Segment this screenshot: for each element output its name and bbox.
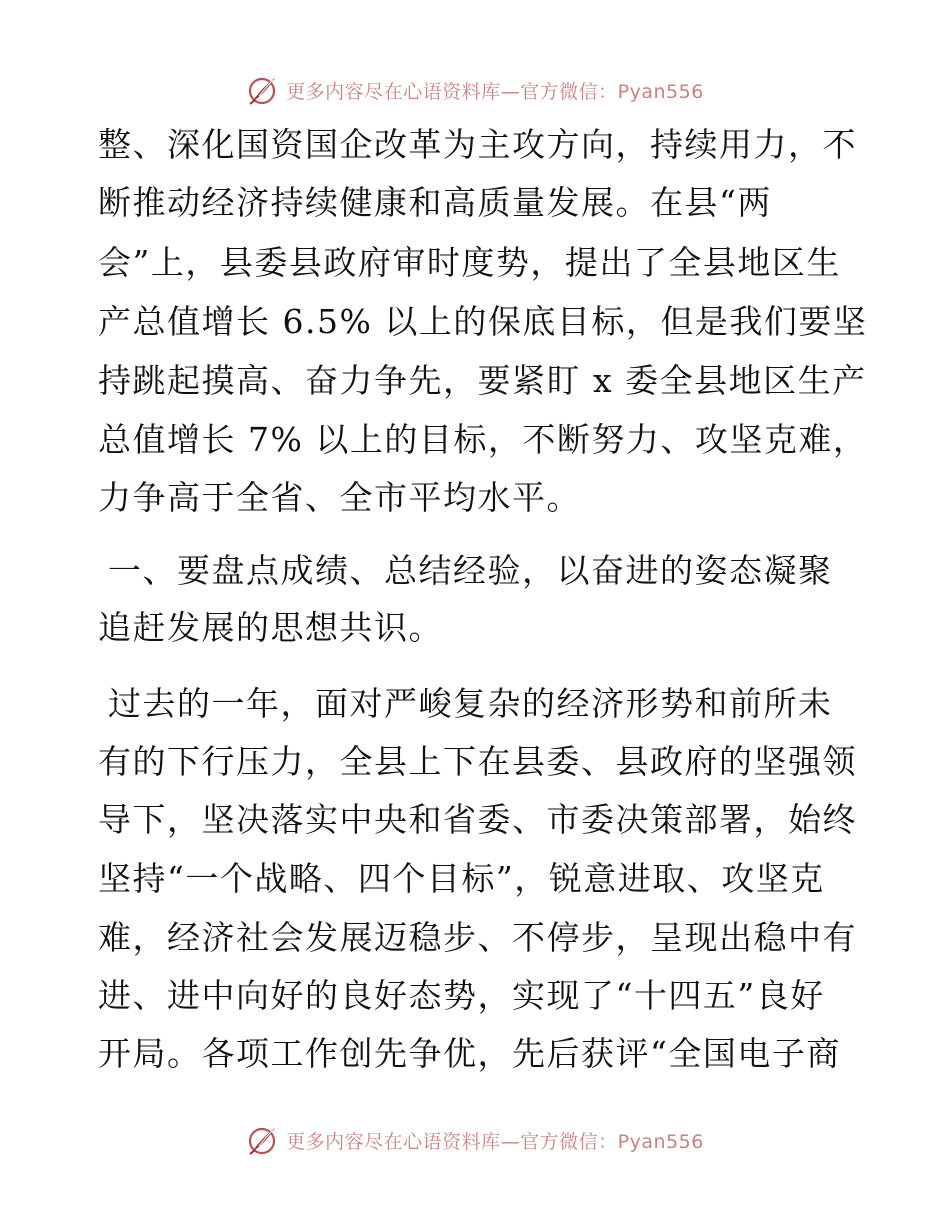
paragraph-line: 断推动经济持续健康和高质量发展。在县“两 <box>98 183 772 222</box>
paragraph-line: 有的下行压力，全县上下在县委、县政府的坚强领 <box>98 742 857 781</box>
paragraph-line: 难，经济社会发展迈稳步、不停步，呈现出稳中有 <box>98 918 857 957</box>
paragraph-line: 持跳起摸高、奋力争先，要紧盯 x 委全县地区生产 <box>98 361 867 400</box>
paragraph-line: 会”上，县委县政府审时度势，提出了全县地区生 <box>98 243 841 282</box>
paragraph-line: 整、深化国资国企改革为主攻方向，持续用力，不 <box>98 125 857 164</box>
paragraph-line: 过去的一年，面对严峻复杂的经济形势和前所未 <box>108 684 833 723</box>
paragraph-line: 进、进中向好的良好态势，实现了“十四五”良好 <box>98 976 825 1015</box>
section-heading-line: 追赶发展的思想共识。 <box>98 608 443 647</box>
paragraph-line: 导下，坚决落实中央和省委、市委决策部署，始终 <box>98 800 857 839</box>
paragraph-line: 力争高于全省、全市平均水平。 <box>98 478 581 517</box>
feather-quill-logo <box>246 1124 278 1156</box>
banner-text: 更多内容尽在心语资料库—官方微信：Pyan556 <box>286 1130 704 1153</box>
paragraph-line: 坚持“一个战略、四个目标”，锐意进取、攻坚克 <box>98 859 825 898</box>
paragraph-line: 产总值增长 6.5% 以上的保底目标，但是我们要坚 <box>98 302 868 341</box>
paragraph-line: 总值增长 7% 以上的目标，不断努力、攻坚克难， <box>98 420 868 459</box>
section-heading-line: 一、要盘点成绩、总结经验，以奋进的姿态凝聚 <box>108 551 833 590</box>
header-banner <box>0 68 950 112</box>
paragraph-line: 开局。各项工作创先争优，先后获评“全国电子商 <box>98 1034 841 1073</box>
feather-quill-logo <box>246 74 278 106</box>
footer-banner <box>0 1118 950 1162</box>
banner-text: 更多内容尽在心语资料库—官方微信：Pyan556 <box>286 80 704 103</box>
